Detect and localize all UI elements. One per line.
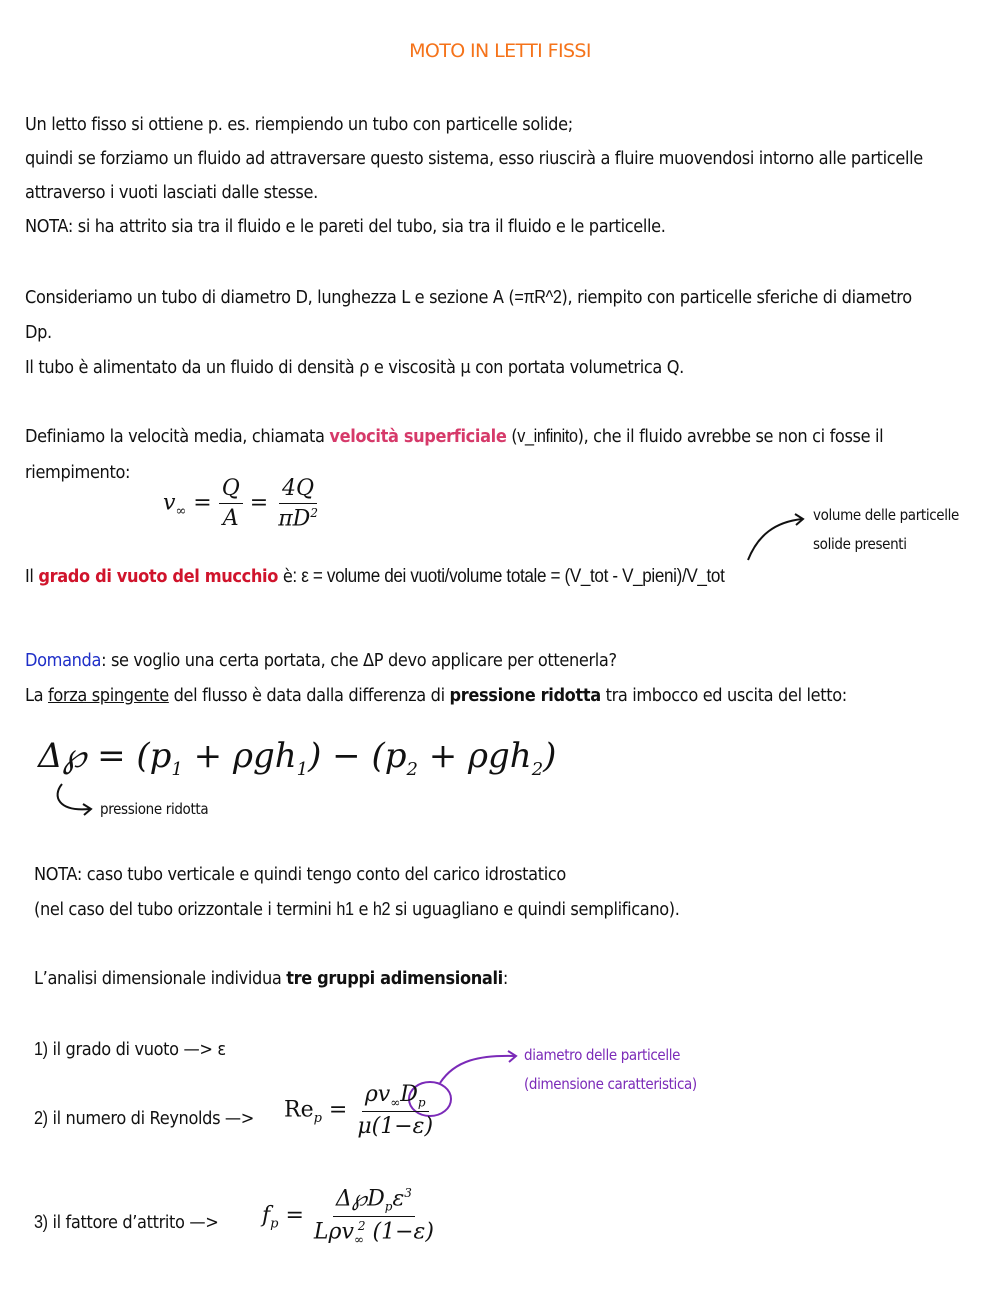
fraction-den-text: πD	[278, 506, 311, 532]
annotation-diameter: (dimensione caratteristica)	[524, 1075, 697, 1093]
annotation-volume: volume delle particelle	[813, 506, 959, 524]
formula-symbol: v	[163, 490, 176, 516]
text-span: è	[278, 566, 293, 587]
formula-reduced-pressure	[38, 736, 556, 780]
text-span: Il	[25, 566, 39, 587]
formula-symbol: Re	[284, 1097, 314, 1123]
formula-friction: $f_p$ = $\frac{\Delta℘D_p\varepsilon^3}{L\rho v_\infty^2 (1-\varepsilon)}$	[262, 1186, 437, 1246]
formula-part: ρv	[364, 1082, 391, 1107]
highlight-term: velocità superficiale	[329, 426, 507, 447]
fraction	[354, 1082, 436, 1139]
text-line: riempimento:	[25, 462, 131, 483]
formula-part: + ρgh	[182, 736, 297, 776]
annotation-diameter: diametro delle particelle	[524, 1046, 681, 1064]
text-span: si uguagliano e quindi semplificano).	[390, 899, 680, 920]
list-text: il numero di Reynolds —>	[47, 1108, 254, 1129]
formula-part: ε	[392, 1186, 405, 1212]
text-line: attraverso i vuoti lasciati dalle stesse.	[25, 182, 318, 203]
list-item	[34, 1212, 218, 1233]
formula-symbol: f	[262, 1203, 271, 1229]
text-line: NOTA: caso tubo verticale e quindi tengo conto del carico idrostatico	[34, 864, 566, 885]
text-span: :	[502, 968, 508, 989]
formula-subscript: p	[417, 1095, 426, 1110]
formula-superscript: 2	[357, 1218, 366, 1233]
text-line	[25, 426, 883, 447]
text-span: tra imbocco ed uscita del letto:	[600, 685, 847, 706]
fraction-den: μ(1−ε)	[357, 1114, 434, 1140]
text-span: e	[353, 899, 373, 920]
formula-part: Δ℘ = (p	[38, 736, 172, 776]
bold-term: pressione ridotta	[449, 685, 601, 706]
page-title: MOTO IN LETTI FISSI	[409, 40, 591, 62]
highlight-term: grado di vuoto del mucchio	[38, 566, 279, 587]
formula-subscript: p	[313, 1111, 322, 1127]
bold-term: tre gruppi adimensionali	[286, 968, 503, 989]
list-item	[34, 1039, 226, 1060]
formula-part: D	[400, 1082, 418, 1107]
formula-subscript: ∞	[175, 504, 187, 520]
text-line	[34, 968, 508, 989]
formula-inline: v_infinito	[517, 426, 578, 446]
text-span: L’analisi dimensionale individua	[34, 968, 287, 989]
text-span: ), che il fluido avrebbe se non ci fosse il	[577, 426, 884, 447]
formula-part: (1−ε)	[365, 1219, 434, 1245]
text-span: (	[506, 426, 518, 447]
formula-subscript: 1	[171, 758, 183, 780]
formula-subscript: 1	[296, 758, 309, 780]
text-line: Dp.	[25, 322, 52, 343]
text-line	[25, 650, 617, 671]
formula-part: )	[543, 736, 557, 776]
list-item	[34, 1108, 254, 1129]
fraction-den	[275, 504, 321, 531]
formula-superscript: 3	[404, 1186, 412, 1200]
formula-subscript: p	[384, 1199, 393, 1214]
text-line	[25, 566, 724, 588]
formula-reynolds: $Re_p$ = $\frac{\rho v_\infty D_p}{\mu(1-\varepsilon)}$	[284, 1082, 436, 1139]
text-line: quindi se forziamo un fluido ad attraversare questo sistema, esso riuscirà a fluire muovendosi intorno alle particelle	[25, 148, 923, 169]
fraction-den	[311, 1217, 437, 1247]
formula-subscript: ∞	[390, 1095, 401, 1110]
formula-subscript: ∞	[353, 1232, 364, 1247]
text-span: del flusso è data dalla differenza di	[168, 685, 450, 706]
fraction-den: A	[222, 506, 239, 532]
list-number: 1)	[34, 1039, 48, 1059]
text-line	[25, 685, 847, 706]
formula-inline: h1	[336, 899, 354, 919]
text-line	[34, 899, 680, 920]
formula-subscript: 2	[531, 758, 544, 780]
formula-part: ) − (p	[308, 736, 407, 776]
formula-subscript: 2	[406, 758, 418, 780]
formula-superscript: 2	[310, 506, 318, 520]
list-number: 3)	[34, 1212, 48, 1232]
fraction	[219, 476, 243, 531]
text-span: La	[25, 685, 49, 706]
formula-inline: h2	[372, 899, 391, 919]
annotation-pressure: pressione ridotta	[100, 800, 209, 818]
list-text: il grado di vuoto —> ε	[47, 1039, 226, 1060]
text-span: : se voglio una certa portata, che ΔP devo applicare per ottenerla?	[101, 650, 617, 671]
fraction-num: Q	[219, 476, 243, 504]
fraction-num: 4Q	[279, 476, 317, 504]
formula-velocity: $v_\infty$ = $\frac{Q}{A}$ = $\frac{4Q}{\pi D^2}$	[163, 476, 321, 531]
text-span: Consideriamo un tubo di diametro D, lunghezza L e sezione A (	[25, 287, 515, 308]
text-span: (nel caso del tubo orizzontale i termini	[34, 899, 337, 920]
formula-subscript: p	[270, 1216, 279, 1232]
fraction	[311, 1186, 437, 1246]
text-line: Un letto fisso si ottiene p. es. riempiendo un tubo con particelle solide;	[25, 114, 573, 135]
text-line: NOTA: si ha attrito sia tra il fluido e le pareti del tubo, sia tra il fluido e le particelle.	[25, 216, 666, 237]
underlined-term: forza spingente	[48, 685, 169, 706]
highlight-term: Domanda	[25, 650, 102, 671]
text-span: Definiamo la velocità media, chiamata	[25, 426, 330, 447]
formula-part: Δ℘D	[335, 1186, 385, 1212]
formula-part: Lρv	[313, 1219, 354, 1245]
text-span: ), riempito con particelle sferiche di diametro	[561, 287, 912, 308]
text-line	[25, 287, 912, 308]
formula-inline: : ε = volume dei vuoti/volume totale = (V_tot - V_pieni)/V_tot	[292, 566, 725, 587]
list-text: il fattore d’attrito —>	[47, 1212, 219, 1233]
fraction-num	[362, 1082, 429, 1112]
list-number: 2)	[34, 1108, 48, 1128]
fraction-num	[333, 1186, 415, 1217]
fraction	[275, 476, 321, 531]
annotation-volume: solide presenti	[813, 535, 907, 553]
formula-part: + ρgh	[417, 736, 532, 776]
text-line: Il tubo è alimentato da un fluido di densità ρ e viscosità μ con portata volumetrica Q.	[25, 357, 684, 378]
formula-inline: =πR^2	[514, 287, 562, 307]
